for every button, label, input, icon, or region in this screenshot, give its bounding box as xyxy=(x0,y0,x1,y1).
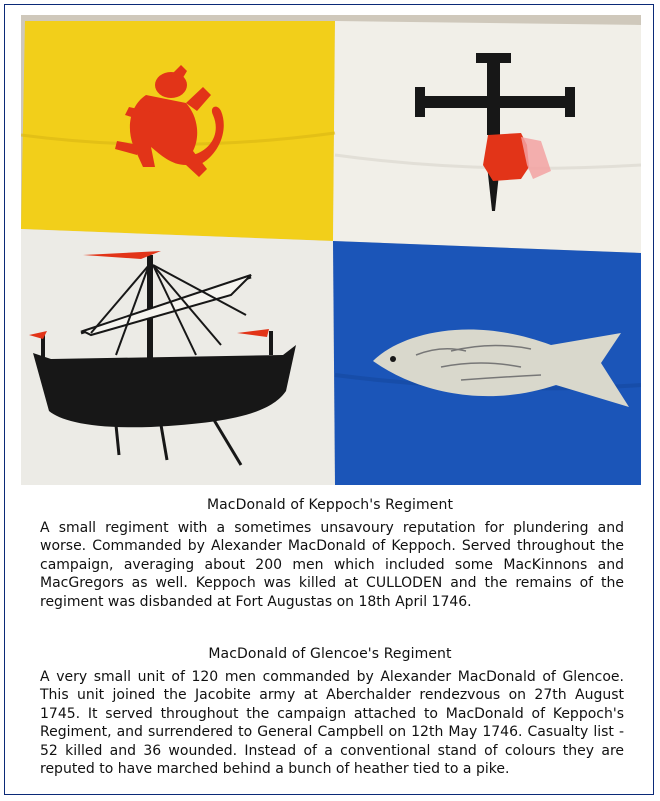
section-title-glencoe: MacDonald of Glencoe's Regiment xyxy=(208,646,452,662)
page-frame xyxy=(4,4,654,795)
section-body-keppoch: A small regiment with a sometimes unsavoury reputation for plundering and worse. Commanded by Alexander MacDonald of Keppoch. Served throughout the campaign, averaging about 200 men which included some MacKinnons and MacGregors as well. Keppoch was killed at CULLODEN and the remains of the regiment was disbanded at Fort Augustas on 18th April 1746. xyxy=(40,520,624,610)
flag-photo xyxy=(21,15,641,485)
section-title-keppoch: MacDonald of Keppoch's Regiment xyxy=(206,497,454,513)
section-body-glencoe: A very small unit of 120 men commanded by Alexander MacDonald of Glencoe. This unit joined the Jacobite army at Aberchalder rendezvous on 27th August 1745. It served throughout the campaign attached to MacDonald of Keppoch's Regiment, and surrendered to General Campbell on 12th May 1746. Casualty list - 52 killed and 36 wounded. Instead of a conventional stand of colours they are reputed to have marched behind a bunch of heather tied to a pike. xyxy=(40,669,624,778)
